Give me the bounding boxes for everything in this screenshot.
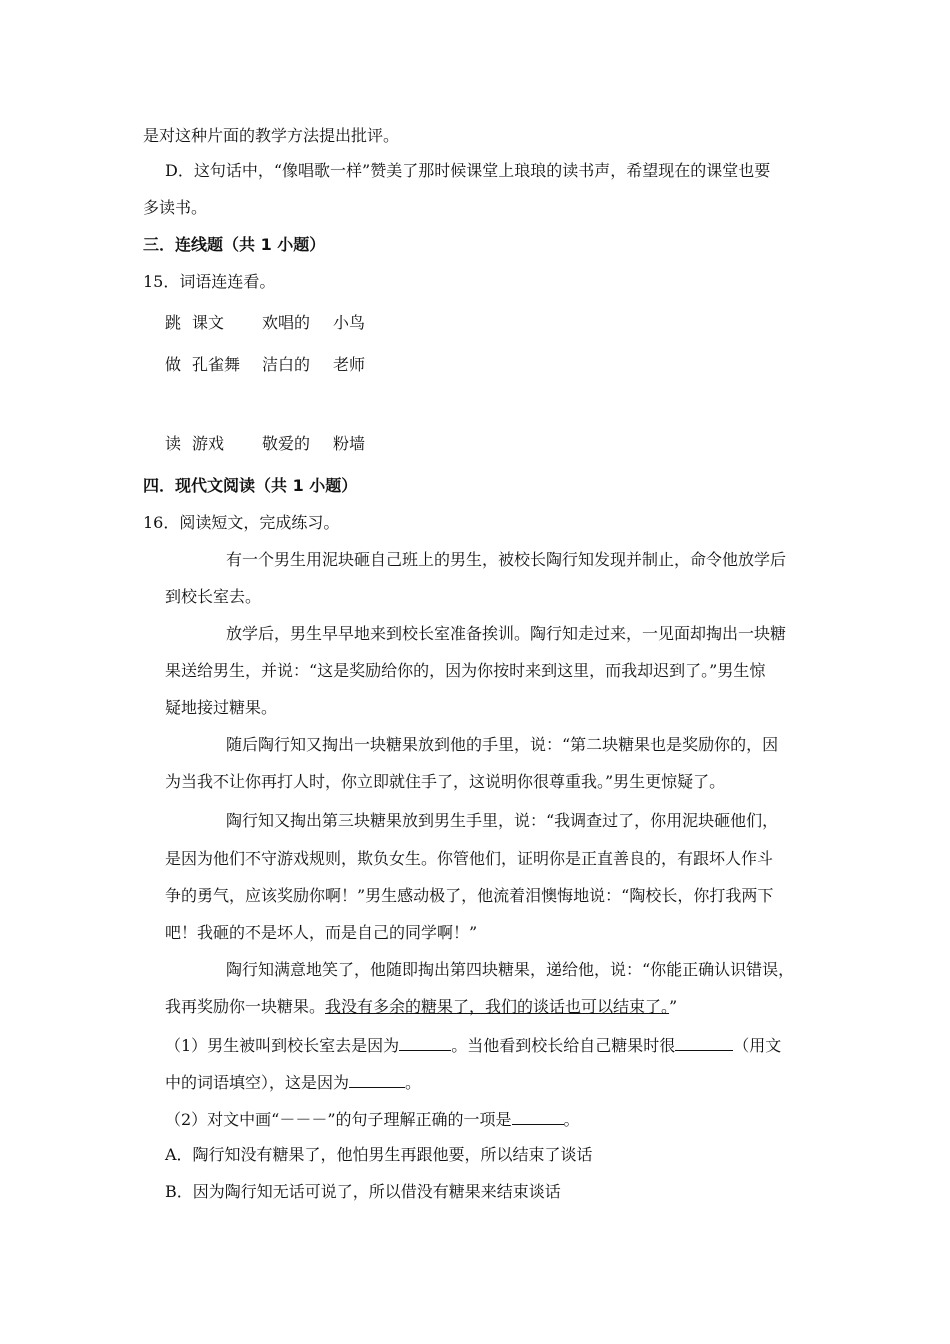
passage-p2-line: 放学后，男生早早地来到校长室准备挨训。陶行知走过来，一见面却掏出一块糖 [226, 624, 787, 643]
match-object[interactable]: 粉墙 [333, 434, 366, 453]
match-verb[interactable]: 跳 [165, 313, 182, 332]
passage-text: 我再奖励你一块糖果。 [165, 997, 326, 1016]
section-4-heading: 四．现代文阅读（共 1 小题） [143, 476, 358, 495]
prev-question-line: 是对这种片面的教学方法提出批评。 [143, 126, 400, 145]
subquestion-text: 。 [405, 1073, 422, 1092]
match-noun[interactable]: 孔雀舞 [192, 355, 241, 374]
section-3-heading: 三．连线题（共 1 小题） [143, 235, 326, 254]
dashed-underlined-sentence: 我没有多余的糖果了，我们的谈话也可以结束了。 [325, 997, 670, 1016]
subquestion-text: （1）男生被叫到校长室去是因为 [165, 1036, 400, 1055]
subquestion-2 [165, 1108, 580, 1130]
subquestion-text: 。 [563, 1110, 580, 1129]
match-adjective[interactable]: 洁白的 [262, 355, 311, 374]
match-verb[interactable]: 做 [165, 355, 182, 374]
option-a[interactable]: A．陶行知没有糖果了，他怕男生再跟他要，所以结束了谈话 [165, 1145, 593, 1164]
passage-p1-line: 有一个男生用泥块砸自己班上的男生，被校长陶行知发现并制止，命令他放学后 [226, 550, 787, 569]
match-object[interactable]: 小鸟 [333, 313, 366, 332]
option-d-line1: D．这句话中，“像唱歌一样”赞美了那时候课堂上琅琅的读书声，希望现在的课堂也要 [165, 161, 771, 180]
passage-p2-line: 疑地接过糖果。 [165, 698, 278, 717]
question-15-prompt: 15．词语连连看。 [143, 272, 276, 291]
subquestion-text: （用文 [733, 1036, 782, 1055]
subquestion-text: （2）对文中画“－－－”的句子理解正确的一项是 [165, 1110, 512, 1129]
answer-blank[interactable] [675, 1034, 733, 1051]
subquestion-text: 中的词语填空），这是因为 [165, 1073, 350, 1092]
passage-p4-line: 争的勇气，应该奖励你啊！”男生感动极了，他流着泪懊悔地说：“陶校长，你打我两下 [165, 886, 774, 905]
option-d-line2: 多读书。 [143, 198, 208, 217]
passage-p3-line: 为当我不让你再打人时，你立即就住手了，这说明你很尊重我。”男生更惊疑了。 [165, 772, 726, 791]
match-noun[interactable]: 课文 [192, 313, 225, 332]
match-noun[interactable]: 游戏 [192, 434, 225, 453]
passage-p3-line: 随后陶行知又掏出一块糖果放到他的手里，说：“第二块糖果也是奖励你的，因 [226, 735, 779, 754]
passage-p2-line: 果送给男生，并说：“这是奖励给你的，因为你按时来到这里，而我却迟到了。”男生惊 [165, 661, 766, 680]
match-object[interactable]: 老师 [333, 355, 366, 374]
match-verb[interactable]: 读 [165, 434, 182, 453]
answer-blank[interactable] [399, 1034, 451, 1051]
answer-blank[interactable] [512, 1108, 564, 1125]
option-b[interactable]: B．因为陶行知无话可说了，所以借没有糖果来结束谈话 [165, 1182, 561, 1201]
passage-p4-line: 是因为他们不守游戏规则，欺负女生。你管他们，证明你是正直善良的，有跟坏人作斗 [165, 849, 774, 868]
answer-blank[interactable] [349, 1071, 405, 1088]
match-adjective[interactable]: 敬爱的 [262, 434, 311, 453]
passage-text: ” [669, 997, 678, 1016]
passage-p4-line: 陶行知又掏出第三块糖果放到男生手里，说：“我调查过了，你用泥块砸他们， [226, 811, 779, 830]
match-adjective[interactable]: 欢唱的 [262, 313, 311, 332]
subquestion-1-line2 [165, 1071, 421, 1093]
question-16-prompt: 16．阅读短文，完成练习。 [143, 513, 340, 532]
passage-p5-line2 [165, 997, 677, 1017]
passage-p4-line: 吧！我砸的不是坏人，而是自己的同学啊！” [165, 923, 478, 942]
subquestion-text: 。当他看到校长给自己糖果时很 [451, 1036, 676, 1055]
passage-p1-line: 到校长室去。 [165, 587, 262, 606]
passage-p5-line: 陶行知满意地笑了，他随即掏出第四块糖果，递给他，说：“你能正确认识错误， [226, 960, 795, 979]
subquestion-1-line1 [165, 1034, 781, 1056]
